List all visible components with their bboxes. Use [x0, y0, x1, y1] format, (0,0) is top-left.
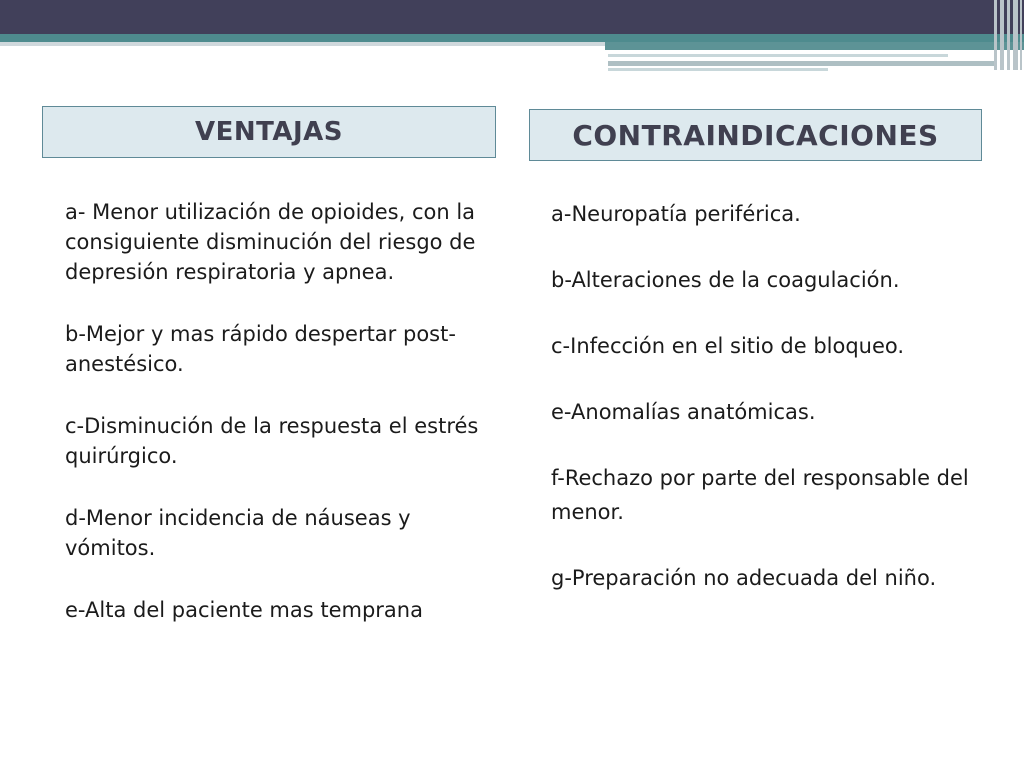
ventajas-header — [42, 106, 496, 158]
decor-vertical-bars — [992, 0, 1024, 70]
list-item: e-Anomalías anatómicas. — [551, 400, 816, 424]
decor-stripe — [608, 54, 948, 57]
ventajas-header-text: VENTAJAS — [194, 117, 343, 147]
contraindicaciones-header-text: CONTRAINDICACIONES — [572, 118, 939, 152]
list-item: f-Rechazo por parte del responsable del menor. — [551, 466, 969, 524]
list-item: g-Preparación no adecuada del niño. — [551, 566, 937, 590]
top-teal-accent — [605, 42, 1024, 50]
contraindicaciones-list — [551, 197, 981, 627]
list-item: d-Menor incidencia de náuseas y vómitos. — [65, 506, 411, 560]
ventajas-list — [65, 197, 490, 657]
top-band — [0, 0, 1024, 34]
list-item: c-Disminución de la respuesta el estrés quirúrgico. — [65, 414, 479, 468]
contraindicaciones-header — [529, 109, 982, 161]
list-item: a- Menor utilización de opioides, con la consiguiente disminución del riesgo de depresión respiratoria y apnea. — [65, 200, 476, 284]
list-item: e-Alta del paciente mas temprana — [65, 598, 423, 622]
list-item: b-Mejor y mas rápido despertar post-anestésico. — [65, 322, 456, 376]
decor-stripe — [608, 61, 994, 66]
top-teal-band — [0, 34, 1024, 42]
decor-stripe — [608, 68, 828, 71]
list-item: a-Neuropatía periférica. — [551, 202, 801, 226]
list-item: b-Alteraciones de la coagulación. — [551, 268, 900, 292]
list-item: c-Infección en el sitio de bloqueo. — [551, 334, 905, 358]
